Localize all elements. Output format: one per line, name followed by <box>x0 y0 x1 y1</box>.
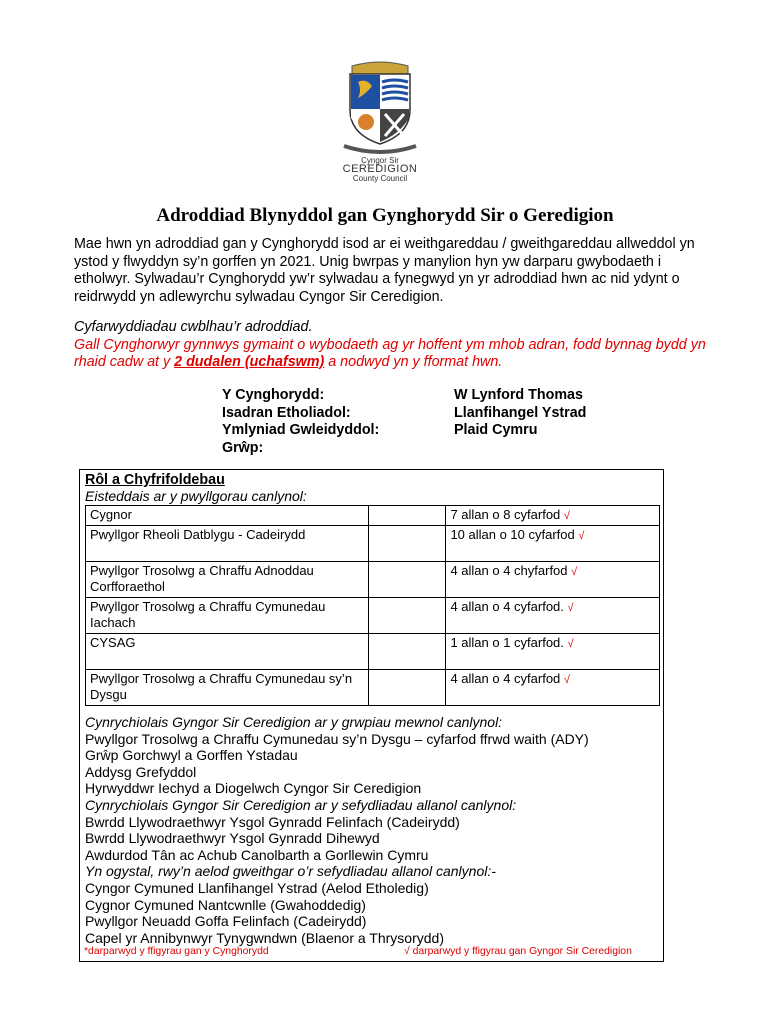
value-councillor: W Lynford Thomas <box>454 387 583 403</box>
council-logo <box>330 58 430 186</box>
footnote-left: *darparwyd y ffigyrau gan y Cynghorydd <box>84 946 269 957</box>
table-row <box>86 562 660 598</box>
external-heading: Cynrychiolais Gyngor Sir Ceredigion ar y sefydliadau allanol canlynol: <box>85 796 517 813</box>
list-item: Pwyllgor Trosolwg a Chraffu Cymunedau sy’n Dysgu – cyfarfod ffrwd waith (ADY) <box>85 730 589 747</box>
list-item: Bwrdd Llywodraethwyr Ysgol Gynradd Felinfach (Cadeirydd) <box>85 813 460 830</box>
footnote-right: √ darparwyd y ffigyrau gan Gyngor Sir Ceredigion <box>404 946 632 957</box>
committee-table <box>85 505 660 706</box>
instructions-text: Gall Cynghorwyr gynnwys gymaint o wybodaeth ag yr hoffent ym mhob adran, fodd bynnag bydd yn rhaid cadw at y 2 dudalen (uchafswm) a nodwyd yn y fformat hwn. <box>74 336 706 370</box>
logo-line3: County Council <box>352 174 408 183</box>
representation-list <box>85 714 660 946</box>
committee-attendance: 7 allan o 8 cyfarfod √ <box>446 506 660 526</box>
table-row <box>86 598 660 634</box>
committee-blank <box>369 526 446 562</box>
list-item: Grŵp Gorchwyl a Gorffen Ystadau <box>85 747 298 764</box>
table-row <box>86 506 660 526</box>
roles-heading: Rôl a Chyfrifoldebau <box>85 472 225 488</box>
list-item: Addysg Grefyddol <box>85 763 197 780</box>
committee-blank <box>369 506 446 526</box>
committee-name: Pwyllgor Rheoli Datblygu - Cadeirydd <box>86 526 369 562</box>
tick-icon: √ <box>578 530 585 542</box>
list-item: Cyngor Cymuned Llanfihangel Ystrad (Aelod Etholedig) <box>85 879 429 896</box>
intro-paragraph: Mae hwn yn adroddiad gan y Cynghorydd isod ar ei weithgareddau / gweithgareddau allweddol yn ystod y flwyddyn sy’n gorffen yn 2021. Unig bwrpas y manylion hyn yw darparu gwybodaeth i etholwyr. Sylwadau’r Cynghorydd yw’r sylwadau a fynegwyd yn yr adroddiad hwn ac nid ydynt o reidrwydd yn adlewyrchu sylwadau Cyngor Sir Ceredigion. <box>74 236 695 305</box>
table-row <box>86 634 660 670</box>
member-heading: Yn ogystal, rwy’n aelod gweithgar o’r sefydliadau allanol canlynol:- <box>85 863 496 880</box>
councillor-values <box>454 387 586 440</box>
committee-attendance: 10 allan o 10 cyfarfod √ <box>446 526 660 562</box>
tick-icon: √ <box>563 674 570 686</box>
committee-blank <box>369 634 446 670</box>
roles-box <box>79 469 664 962</box>
list-item: Cygnor Cymuned Nantcwnlle (Gwahoddedig) <box>85 896 366 913</box>
committee-name: Cygnor <box>86 506 369 526</box>
table-row <box>86 526 660 562</box>
label-group: Grŵp: <box>222 439 264 456</box>
page-limit: 2 dudalen (uchafswm) <box>174 354 325 370</box>
report-title: Adroddiad Blynyddol gan Gynghorydd Sir o Geredigion <box>156 205 614 226</box>
committee-attendance: 1 allan o 1 cyfarfod. √ <box>446 634 660 670</box>
value-ward: Llanfihangel Ystrad <box>454 404 587 421</box>
committee-attendance: 4 allan o 4 cyfarfod √ <box>446 670 660 706</box>
councillor-labels <box>222 387 379 457</box>
list-item: Bwrdd Llywodraethwyr Ysgol Gynradd Dihewyd <box>85 830 380 847</box>
committee-attendance: 4 allan o 4 cyfarfod. √ <box>446 598 660 634</box>
committee-attendance: 4 allan o 4 chyfarfod √ <box>446 562 660 598</box>
committee-name: Pwyllgor Trosolwg a Chraffu Cymunedau Iachach <box>86 598 369 634</box>
label-councillor: Y Cynghorydd: <box>222 387 325 403</box>
list-item: Awdurdod Tân ac Achub Canolbarth a Gorllewin Cymru <box>85 846 429 863</box>
table-row <box>86 670 660 706</box>
committee-name: CYSAG <box>86 634 369 670</box>
committee-name: Pwyllgor Trosolwg a Chraffu Cymunedau sy’n Dysgu <box>86 670 369 706</box>
committee-blank <box>369 562 446 598</box>
tick-icon: √ <box>571 566 578 578</box>
tick-icon: √ <box>567 602 574 614</box>
label-party: Ymlyniad Gwleidyddol: <box>222 422 380 438</box>
committee-blank <box>369 670 446 706</box>
committee-name: Pwyllgor Trosolwg a Chraffu Adnoddau Corfforaethol <box>86 562 369 598</box>
list-item: Capel yr Annibynwyr Tynygwndwn (Blaenor a Thrysorydd) <box>85 929 444 946</box>
instructions <box>74 319 714 372</box>
instructions-heading: Cyfarwyddiadau cwblhau’r adroddiad. <box>74 319 313 335</box>
committee-blank <box>369 598 446 634</box>
list-item: Pwyllgor Neuadd Goffa Felinfach (Cadeirydd) <box>85 913 367 930</box>
list-item: Hyrwyddwr Iechyd a Diogelwch Cyngor Sir Ceredigion <box>85 780 422 797</box>
value-party: Plaid Cymru <box>454 422 538 438</box>
label-ward: Isadran Etholiadol: <box>222 404 351 421</box>
tick-icon: √ <box>563 510 570 522</box>
logo-line2: CEREDIGION <box>342 163 418 175</box>
logo-line1: Cyngor Sir <box>361 156 399 165</box>
tick-icon: √ <box>567 638 574 650</box>
roles-subheading: Eisteddais ar y pwyllgorau canlynol: <box>85 488 307 504</box>
internal-heading: Cynrychiolais Gyngor Sir Ceredigion ar y grwpiau mewnol canlynol: <box>85 714 503 730</box>
